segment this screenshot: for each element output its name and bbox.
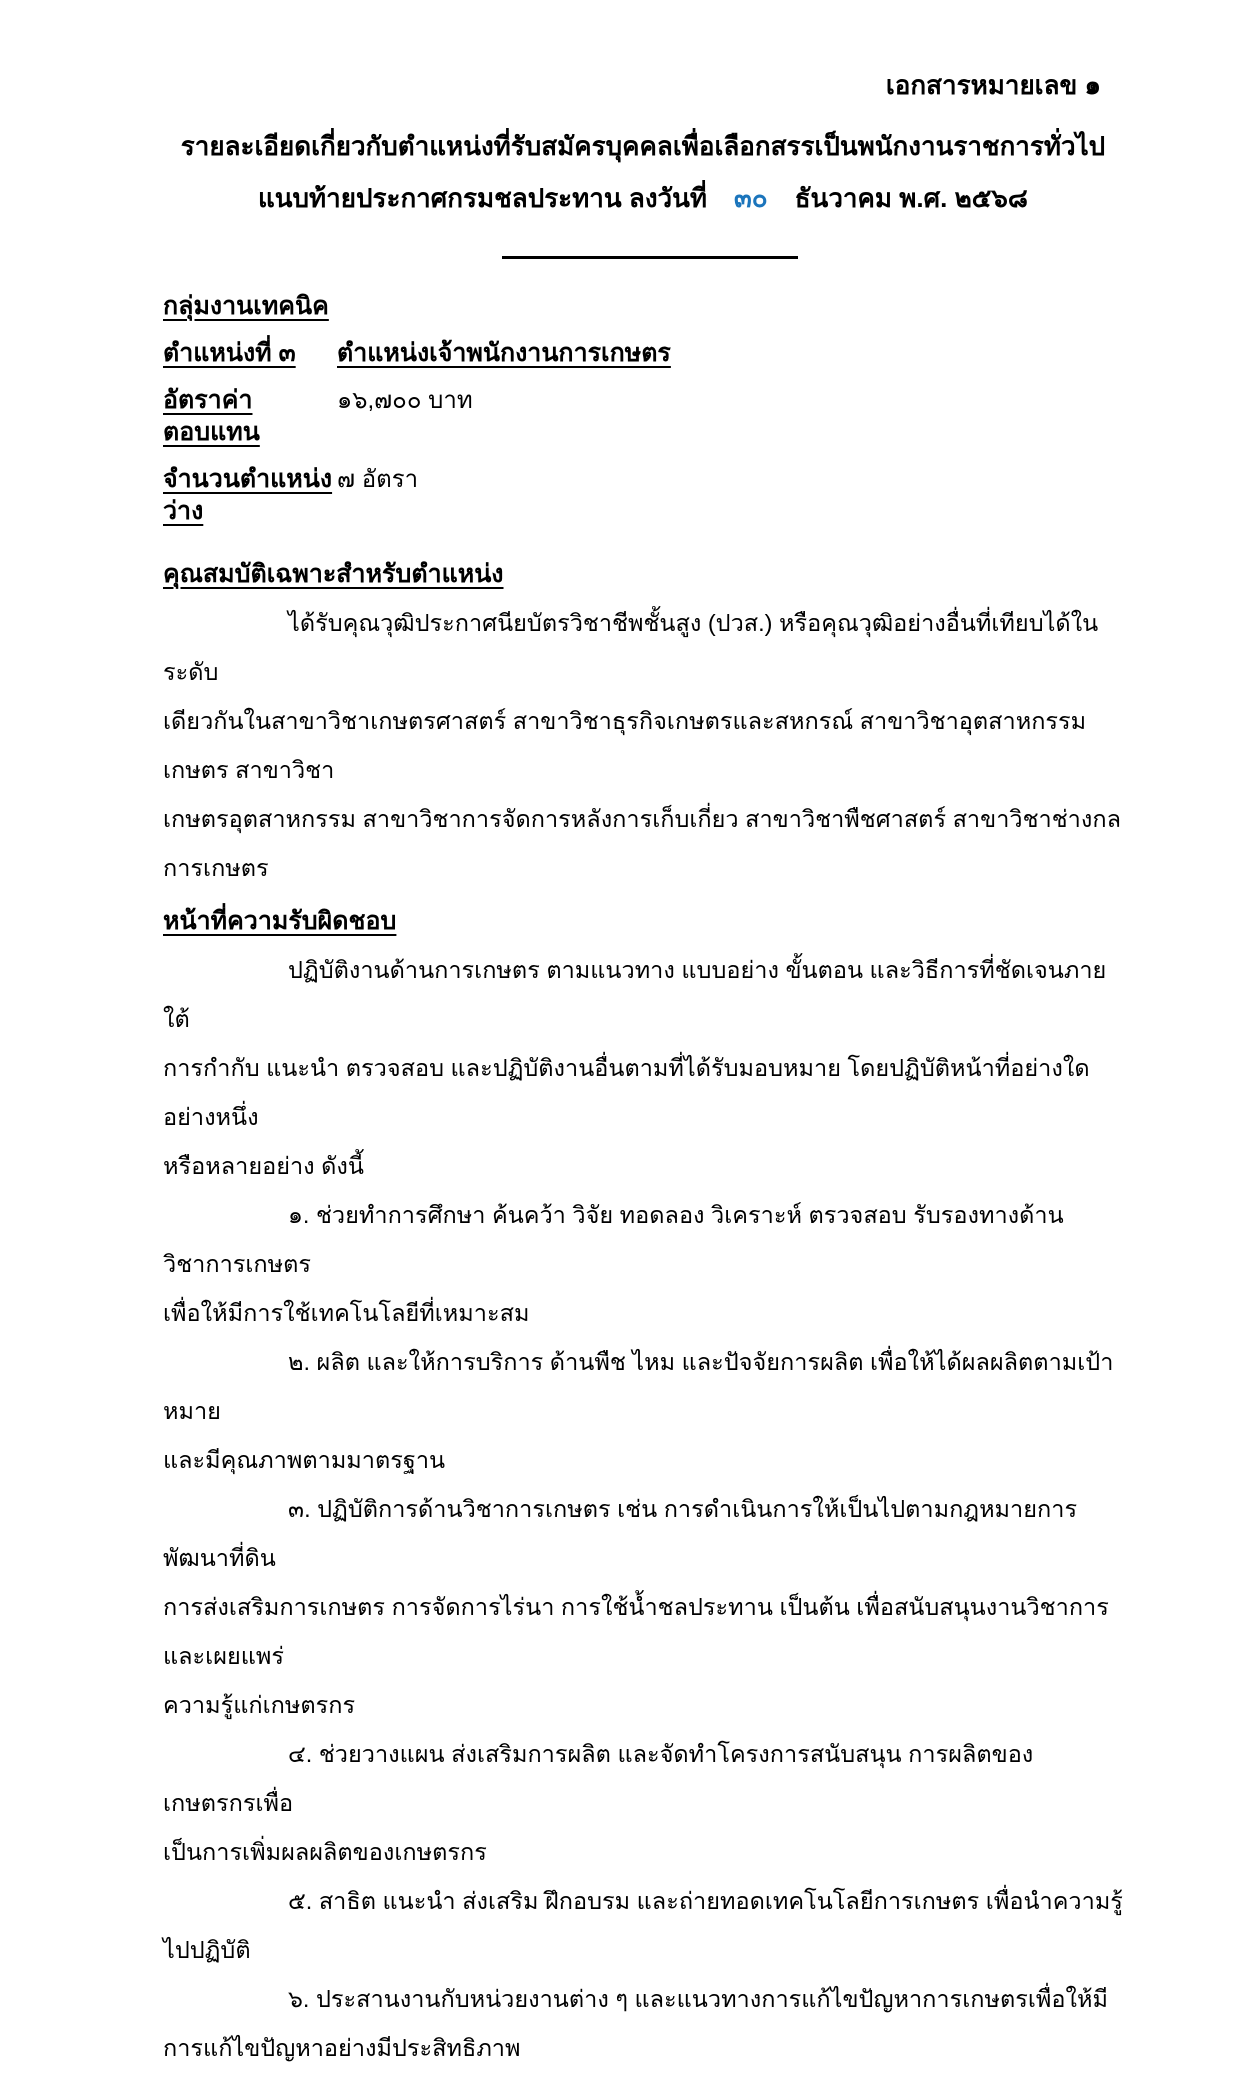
text-line: ปฏิบัติงานด้านการเกษตร ตามแนวทาง แบบอย่าง ขั้นตอน และวิธีการที่ชัดเจนภายใต้ [163,957,1107,1032]
field-salary-value: ๑๖,๗๐๐ บาท [337,387,473,414]
text-line: ได้รับคุณวุฒิประกาศนียบัตรวิชาชีพชั้นสูง (ปวส.) หรือคุณวุฒิอย่างอื่นที่เทียบได้ในระดับ [163,610,1099,685]
duty-item-5: ๕. สาธิต แนะนำ ส่งเสริม ฝึกอบรม และถ่ายทอดเทคโนโลยีการเกษตร เพื่อนำความรู้ไปปฏิบัติ [163,1888,1123,1963]
text-line: เกษตรอุตสาหกรรม สาขาวิชาการจัดการหลังการเก็บเกี่ยว สาขาวิชาพืชศาสตร์ สาขาวิชาช่างกลการเกษตร [163,806,1121,881]
doc-number: เอกสารหมายเลข ๑ [885,70,1101,100]
duty-item-6: ๖. ประสานงานกับหน่วยงานต่าง ๆ และแนวทางการแก้ไขปัญหาการเกษตรเพื่อให้มี [288,1986,1108,2012]
text-line: เพื่อให้มีการใช้เทคโนโลยีที่เหมาะสม [163,1300,530,1326]
field-salary-label: อัตราค่าตอบแทน [163,386,260,446]
text-line: การกำกับ แนะนำ ตรวจสอบ และปฏิบัติงานอื่นตามที่ได้รับมอบหมาย โดยปฏิบัติหน้าที่อย่างใดอย่างหนึ่ง [163,1055,1090,1130]
doc-title-line1: รายละเอียดเกี่ยวกับตำแหน่งที่รับสมัครบุคคลเพื่อเลือกสรรเป็นพนักงานราชการทั่วไป [180,131,1106,161]
subtitle-suffix: ธันวาคม พ.ศ. ๒๕๖๘ [794,183,1028,213]
field-salary [163,384,1123,448]
group-heading: กลุ่มงานเทคนิค [163,292,329,320]
field-position-label: ตำแหน่งที่ ๓ [163,339,296,367]
field-position-value: ตำแหน่งเจ้าพนักงานการเกษตร [337,339,671,367]
text-line: ความรู้แก่เกษตรกร [163,1692,356,1718]
text-line: การส่งเสริมการเกษตร การจัดการไร่นา การใช้น้ำชลประทาน เป็นต้น เพื่อสนับสนุนงานวิชาการและเผยแพร่ [163,1594,1109,1669]
duties-paragraph [163,946,1123,2073]
text-line: การแก้ไขปัญหาอย่างมีประสิทธิภาพ [163,2035,521,2061]
subtitle-prefix: แนบท้ายประกาศกรมชลประทาน ลงวันที่ [258,183,708,213]
qualifications-paragraph [163,599,1123,893]
title-divider [502,256,798,259]
text-line: หรือหลายอย่าง ดังนี้ [163,1153,364,1179]
duty-item-1: ๑. ช่วยทำการศึกษา ค้นคว้า วิจัย ทอดลอง วิเคราะห์ ตรวจสอบ รับรองทางด้านวิชาการเกษตร [163,1202,1064,1277]
duties-heading: หน้าที่ความรับผิดชอบ [163,907,397,935]
duty-item-2: ๒. ผลิต และให้การบริการ ด้านพืช ไหม และปัจจัยการผลิต เพื่อให้ได้ผลผลิตตามเป้าหมาย [163,1349,1114,1424]
field-vacancies-value: ๗ อัตรา [337,466,419,493]
doc-title-line2 [163,180,1123,216]
text-line: เป็นการเพิ่มผลผลิตของเกษตรกร [163,1839,487,1865]
subtitle-date-day: ๓๐ [734,183,768,213]
duty-item-4: ๔. ช่วยวางแผน ส่งเสริมการผลิต และจัดทำโครงการสนับสนุน การผลิตของเกษตรกรเพื่อ [163,1741,1034,1816]
text-line: และมีคุณภาพตามมาตรฐาน [163,1447,446,1473]
field-vacancies [163,463,1123,527]
text-line: เดียวกันในสาขาวิชาเกษตรศาสตร์ สาขาวิชาธุรกิจเกษตรและสหกรณ์ สาขาวิชาอุตสาหกรรมเกษตร สาขาวิชา [163,708,1087,783]
duty-item-3: ๓. ปฏิบัติการด้านวิชาการเกษตร เช่น การดำเนินการให้เป็นไปตามกฎหมายการพัฒนาที่ดิน [163,1496,1078,1571]
field-position [163,337,1123,369]
qualifications-heading: คุณสมบัติเฉพาะสำหรับตำแหน่ง [163,560,504,588]
field-vacancies-label: จำนวนตำแหน่งว่าง [163,465,333,525]
